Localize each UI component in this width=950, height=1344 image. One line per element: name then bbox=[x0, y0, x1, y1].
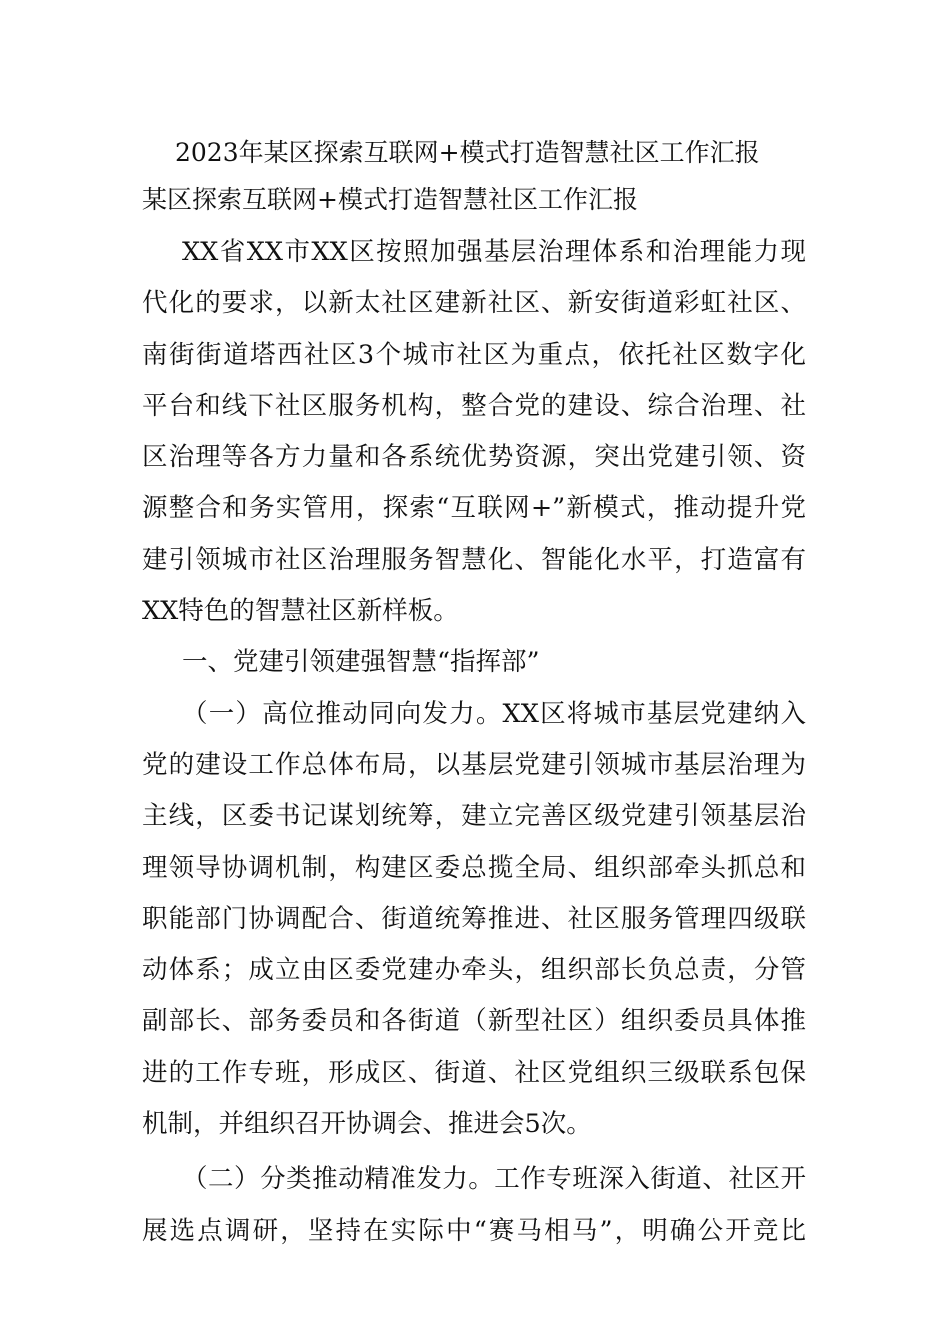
text-line: （二）分类推动精准发力。工作专班深入街道、社区开 bbox=[182, 1164, 806, 1195]
text-line: 平台和线下社区服务机构，整合党的建设、综合治理、社 bbox=[142, 390, 806, 421]
text-line: 展选点调研，坚持在实际中“赛马相马”，明确公开竞比 bbox=[142, 1215, 806, 1246]
text-line: 代化的要求，以新太社区建新社区、新安街道彩虹社区、 bbox=[142, 288, 806, 319]
text-line: 党的建设工作总体布局，以基层党建引领城市基层治理为 bbox=[142, 749, 806, 780]
text-line: 源整合和务实管用，探索“互联网+”新模式，推动提升党 bbox=[142, 493, 806, 524]
text-line: XX特色的智慧社区新样板。 bbox=[142, 596, 459, 627]
text-line: （一）高位推动同向发力。XX区将城市基层党建纳入 bbox=[182, 698, 806, 729]
document-body bbox=[142, 227, 806, 1257]
paragraph bbox=[142, 689, 806, 1151]
text-line: 副部长、部务委员和各街道（新型社区）组织委员具体推 bbox=[142, 1006, 806, 1037]
paragraph bbox=[142, 227, 806, 637]
section-heading bbox=[142, 637, 806, 688]
document-title: 2023年某区探索互联网+模式打造智慧社区工作汇报 bbox=[175, 138, 760, 167]
document-subtitle: 某区探索互联网+模式打造智慧社区工作汇报 bbox=[142, 185, 638, 214]
text-line: 机制，并组织召开协调会、推进会5次。 bbox=[142, 1109, 592, 1140]
text-line: XX省XX市XX区按照加强基层治理体系和治理能力现 bbox=[182, 237, 806, 267]
text-line: 一、党建引领建强智慧“指挥部” bbox=[182, 647, 540, 678]
text-line: 南街街道塔西社区3个城市社区为重点，依托社区数字化 bbox=[142, 339, 806, 370]
text-line: 动体系；成立由区委党建办牵头，组织部长负总责，分管 bbox=[142, 955, 806, 986]
text-line: 理领导协调机制，构建区委总揽全局、组织部牵头抓总和 bbox=[142, 852, 806, 883]
text-line: 职能部门协调配合、街道统筹推进、社区服务管理四级联 bbox=[142, 903, 806, 934]
document-page bbox=[142, 129, 806, 1257]
text-line: 区治理等各方力量和各系统优势资源，突出党建引领、资 bbox=[142, 442, 806, 473]
text-line: 主线，区委书记谋划统筹，建立完善区级党建引领基层治 bbox=[142, 801, 806, 832]
text-line: 建引领城市社区治理服务智慧化、智能化水平，打造富有 bbox=[142, 544, 806, 575]
text-line: 进的工作专班，形成区、街道、社区党组织三级联系包保 bbox=[142, 1057, 806, 1088]
paragraph bbox=[142, 1154, 806, 1257]
